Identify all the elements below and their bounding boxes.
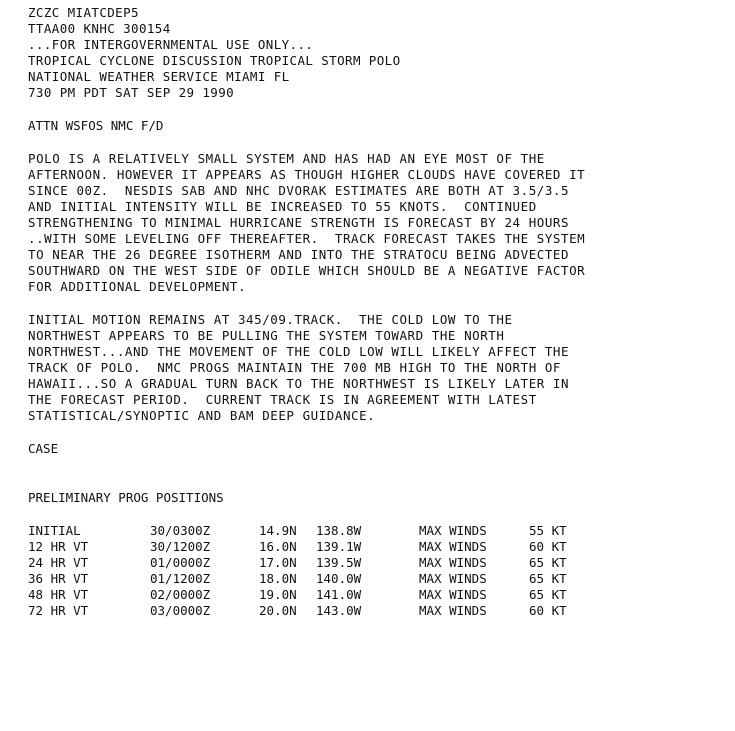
wind-speed: 65 KT bbox=[529, 571, 567, 586]
max-winds-label: MAX WINDS bbox=[419, 587, 487, 602]
table-row bbox=[28, 571, 728, 587]
max-winds-label: MAX WINDS bbox=[419, 539, 487, 554]
max-winds-label: MAX WINDS bbox=[419, 603, 487, 618]
longitude: 141.0W bbox=[316, 587, 362, 602]
valid-time: 30/0300Z bbox=[150, 523, 211, 538]
paragraph-line: SINCE 00Z. NESDIS SAB AND NHC DVORAK ESTIMATES ARE BOTH AT 3.5/3.5 bbox=[28, 183, 570, 198]
paragraph-line: NORTHWEST APPEARS TO BE PULLING THE SYSTEM TOWARD THE NORTH bbox=[28, 328, 505, 343]
spacer bbox=[28, 506, 728, 523]
paragraph-line: FOR ADDITIONAL DEVELOPMENT. bbox=[28, 279, 247, 294]
row-label: 36 HR VT bbox=[28, 571, 89, 586]
row-label: INITIAL bbox=[28, 523, 81, 538]
table-row bbox=[28, 587, 728, 603]
spacer bbox=[28, 295, 728, 312]
table-row bbox=[28, 603, 728, 619]
bulletin-header bbox=[28, 5, 728, 101]
max-winds-label: MAX WINDS bbox=[419, 555, 487, 570]
row-label: 24 HR VT bbox=[28, 555, 89, 570]
paragraph-line: STRENGTHENING TO MINIMAL HURRICANE STRENGTH IS FORECAST BY 24 HOURS bbox=[28, 215, 570, 230]
prog-title: PRELIMINARY PROG POSITIONS bbox=[28, 490, 224, 505]
longitude: 139.1W bbox=[316, 539, 362, 554]
latitude: 16.0N bbox=[259, 539, 297, 554]
paragraph-line: AND INITIAL INTENSITY WILL BE INCREASED TO 55 KNOTS. CONTINUED bbox=[28, 199, 537, 214]
valid-time: 03/0000Z bbox=[150, 603, 211, 618]
header-line: TROPICAL CYCLONE DISCUSSION TROPICAL STORM POLO bbox=[28, 53, 401, 68]
header-line: NATIONAL WEATHER SERVICE MIAMI FL bbox=[28, 69, 290, 84]
latitude: 20.0N bbox=[259, 603, 297, 618]
longitude: 143.0W bbox=[316, 603, 362, 618]
max-winds-label: MAX WINDS bbox=[419, 523, 487, 538]
valid-time: 01/1200Z bbox=[150, 571, 211, 586]
table-row bbox=[28, 539, 728, 555]
wind-speed: 60 KT bbox=[529, 603, 567, 618]
header-line: TTAA00 KNHC 300154 bbox=[28, 21, 171, 36]
attention-line: ATTN WSFOS NMC F/D bbox=[28, 118, 164, 133]
discussion-paragraph-1 bbox=[28, 151, 728, 295]
valid-time: 30/1200Z bbox=[150, 539, 211, 554]
paragraph-line: TRACK OF POLO. NMC PROGS MAINTAIN THE 700 MB HIGH TO THE NORTH OF bbox=[28, 360, 561, 375]
table-row bbox=[28, 523, 728, 539]
latitude: 14.9N bbox=[259, 523, 297, 538]
paragraph-line: INITIAL MOTION REMAINS AT 345/09.TRACK. THE COLD LOW TO THE bbox=[28, 312, 513, 327]
valid-time: 02/0000Z bbox=[150, 587, 211, 602]
spacer bbox=[28, 457, 728, 490]
max-winds-label: MAX WINDS bbox=[419, 571, 487, 586]
wind-speed: 60 KT bbox=[529, 539, 567, 554]
document-page bbox=[28, 5, 728, 619]
row-label: 72 HR VT bbox=[28, 603, 89, 618]
latitude: 17.0N bbox=[259, 555, 297, 570]
longitude: 138.8W bbox=[316, 523, 362, 538]
paragraph-line: THE FORECAST PERIOD. CURRENT TRACK IS IN AGREEMENT WITH LATEST bbox=[28, 392, 537, 407]
longitude: 139.5W bbox=[316, 555, 362, 570]
paragraph-line: SOUTHWARD ON THE WEST SIDE OF ODILE WHICH SHOULD BE A NEGATIVE FACTOR bbox=[28, 263, 586, 278]
paragraph-line: POLO IS A RELATIVELY SMALL SYSTEM AND HAS HAD AN EYE MOST OF THE bbox=[28, 151, 545, 166]
row-label: 48 HR VT bbox=[28, 587, 89, 602]
spacer bbox=[28, 134, 728, 151]
latitude: 19.0N bbox=[259, 587, 297, 602]
wind-speed: 55 KT bbox=[529, 523, 567, 538]
case-label: CASE bbox=[28, 441, 59, 456]
longitude: 140.0W bbox=[316, 571, 362, 586]
row-label: 12 HR VT bbox=[28, 539, 89, 554]
paragraph-line: TO NEAR THE 26 DEGREE ISOTHERM AND INTO THE STRATOCU BEING ADVECTED bbox=[28, 247, 570, 262]
paragraph-line: STATISTICAL/SYNOPTIC AND BAM DEEP GUIDANCE. bbox=[28, 408, 376, 423]
valid-time: 01/0000Z bbox=[150, 555, 211, 570]
table-row bbox=[28, 555, 728, 571]
paragraph-line: ..WITH SOME LEVELING OFF THEREAFTER. TRACK FORECAST TAKES THE SYSTEM bbox=[28, 231, 586, 246]
wind-speed: 65 KT bbox=[529, 555, 567, 570]
paragraph-line: NORTHWEST...AND THE MOVEMENT OF THE COLD LOW WILL LIKELY AFFECT THE bbox=[28, 344, 570, 359]
spacer bbox=[28, 424, 728, 441]
paragraph-line: HAWAII...SO A GRADUAL TURN BACK TO THE NORTHWEST IS LIKELY LATER IN bbox=[28, 376, 570, 391]
latitude: 18.0N bbox=[259, 571, 297, 586]
discussion-paragraph-2 bbox=[28, 312, 728, 424]
header-line: ...FOR INTERGOVERNMENTAL USE ONLY... bbox=[28, 37, 314, 52]
header-line: ZCZC MIATCDEP5 bbox=[28, 5, 139, 20]
wind-speed: 65 KT bbox=[529, 587, 567, 602]
prog-positions-table bbox=[28, 523, 728, 619]
spacer bbox=[28, 101, 728, 118]
paragraph-line: AFTERNOON. HOWEVER IT APPEARS AS THOUGH HIGHER CLOUDS HAVE COVERED IT bbox=[28, 167, 586, 182]
header-line: 730 PM PDT SAT SEP 29 1990 bbox=[28, 85, 235, 100]
